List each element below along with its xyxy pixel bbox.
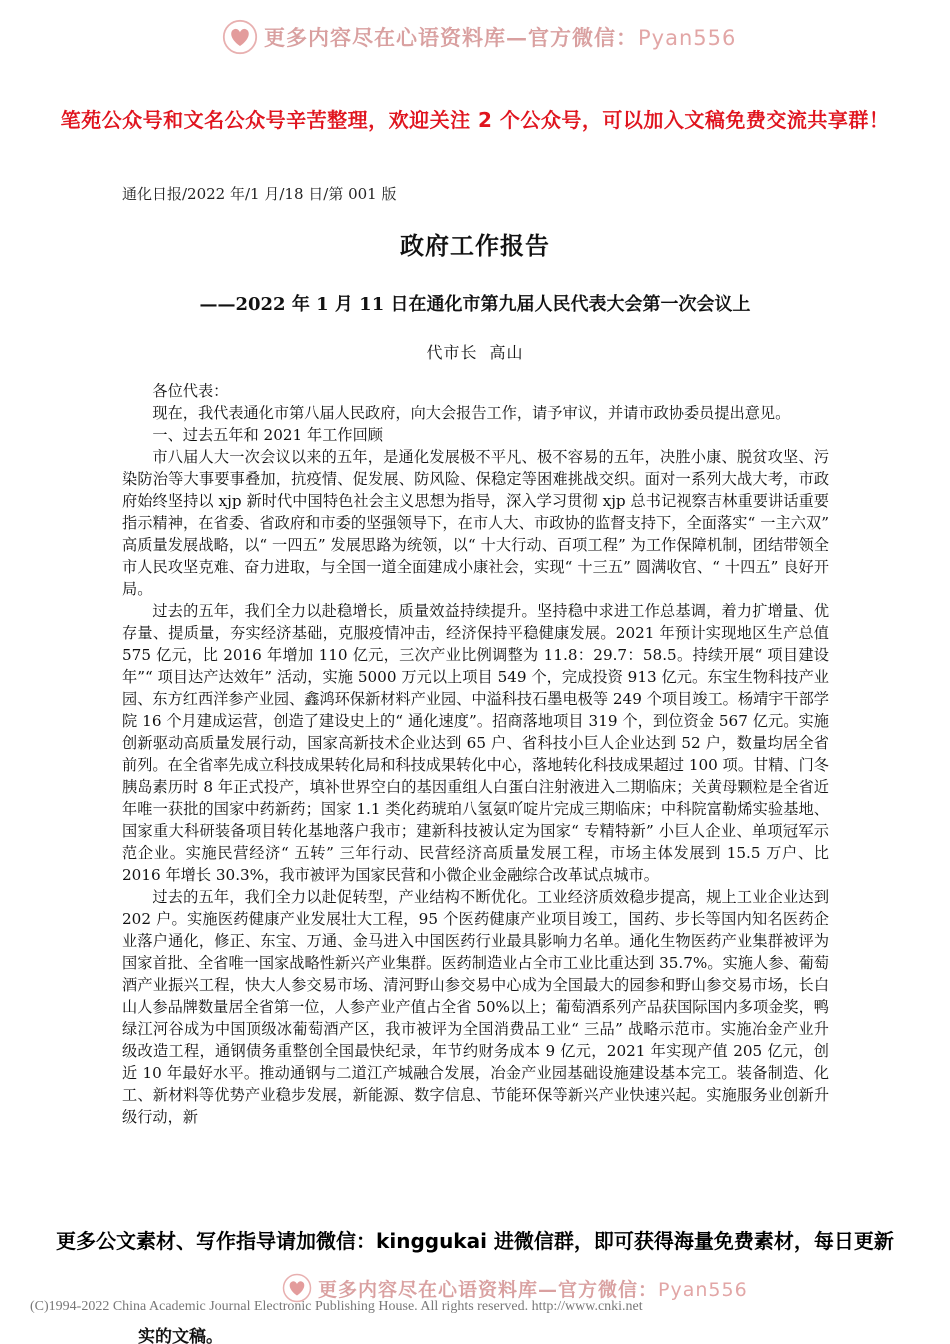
- document-title: 政府工作报告: [400, 231, 550, 260]
- heart-logo-icon: [222, 19, 258, 55]
- watermark-text: 更多内容尽在心语资料库—官方微信：Pyan556: [264, 25, 737, 50]
- red-promo-banner: 笔苑公众号和文名公众号辛苦整理，欢迎关注 2 个公众号，可以加入文稿免费交流共享群！: [60, 108, 890, 132]
- paragraph: 现在，我代表通化市第八届人民政府，向大会报告工作，请予审议，并请市政协委员提出意见。: [152, 404, 791, 422]
- paragraph: 各位代表：: [152, 382, 229, 400]
- source-line: 通化日报/2022 年/1 月/18 日/第 001 版: [122, 185, 397, 203]
- watermark-id: Pyan556: [658, 1278, 748, 1301]
- section-heading: 一、过去五年和 2021 年工作回顾: [152, 426, 383, 444]
- bottom-promo-banner: 更多公文素材、写作指导请加微信：kinggukai 进微信群，即可获得海量免费素材，每日更新: [56, 1229, 894, 1253]
- author-role: 代市长: [426, 343, 478, 362]
- document-body: [122, 380, 829, 1128]
- author-name: 高山: [489, 343, 524, 362]
- paragraph: 过去的五年，我们全力以赴促转型，产业结构不断优化。工业经济质效稳步提高，规上工业企业达到 202 户。实施医药健康产业发展壮大工程，95 个医药健康产业项目竣工，国药、步长等国内知名医药企业落户通化，修正、东宝、万通、金马进入中国医药行业最具影响力名单。通化生物医药产业集群被评为国家首批、全省唯一国家战略性新兴产业集群。医药制造业占全市工业比重达到 35.7%。实施人参、葡萄酒产业振兴工程，快大人参交易市场、清河野山参交易中心成为全国最大的园参和野山参交易市场，长白山人参品牌数量居全省第一位，人参产业产值占全省 50%以上；葡萄酒系列产品获国际国内多项金奖，鸭绿江河谷成为中国顶级冰葡萄酒产区，我市被评为全国消费品工业“ 三品” 战略示范市。实施冶金产业升级改造工程，通钢债务重整创全国最快纪录，年节约财务成本 9 亿元，2021 年实现产值 205 亿元，创近 10 年最好水平。推动通钢与二道江产城融合发展，冶金产业园基础设施建设基本完工。装备制造、化工、新材料等优势产业稳步发展，新能源、数字信息、节能环保等新兴产业快速兴起。实施服务业创新升级行动，新: [122, 888, 829, 1126]
- document-subtitle: ——2022 年 1 月 11 日在通化市第九届人民代表大会第一次会议上: [199, 294, 751, 315]
- watermark-id: Pyan556: [638, 26, 737, 50]
- paragraph: 过去的五年，我们全力以赴稳增长，质量效益持续提升。坚持稳中求进工作总基调，着力扩增量、优存量、提质量，夯实经济基础，克服疫情冲击，经济保持平稳健康发展。2021 年预计实现地区生产总值 575 亿元，比 2016 年增加 110 亿元，三次产业比例调整为 11.8：29.7：58.5。持续开展“ 项目建设年”“ 项目达产达效年” 活动，实施 5000 万元以上项目 549 个，完成投资 913 亿元。东宝生物科技产业园、东方红西洋参产业园、鑫鸿环保新材料产业园、中溢科技石墨电极等 249 个项目竣工。杨靖宇干部学院 16 个月建成运营，创造了建设史上的“ 通化速度”。招商落地项目 319 个，到位资金 567 亿元。实施创新驱动高质量发展行动，国家高新技术企业达到 65 户、省科技小巨人企业达到 52 户，数量均居全省前列。在全省率先成立科技成果转化局和科技成果转化中心，落地转化科技成果超过 100 项。甘精、门冬胰岛素历时 8 年正式投产，填补世界空白的基因重组人白蛋白注射液进入二期临床；关黄母颗粒是全省近年唯一获批的国家中药新药；国家 1.1 类化药琥珀八氢氨吖啶片完成三期临床；中科院富勒烯实验基地、国家重大科研装备项目转化基地落户我市；建新科技被认定为国家“ 专精特新” 小巨人企业、单项冠军示范企业。实施民营经济“ 五转” 三年行动、民营经济高质量发展工程，市场主体发展到 15.5 万户、比 2016 年增长 30.3%，我市被评为国家民营和小微企业金融综合改革试点城市。: [122, 602, 829, 884]
- watermark-text: 更多内容尽在心语资料库—官方微信：Pyan556: [318, 1278, 748, 1301]
- watermark-top: [222, 16, 736, 58]
- truncated-text: 实的文稿。: [138, 1327, 223, 1344]
- document-author: [0, 340, 950, 363]
- paragraph: 市八届人大一次会议以来的五年，是通化发展极不平凡、极不容易的五年，决胜小康、脱贫攻坚、污染防治等大事要事叠加，抗疫情、促发展、防风险、保稳定等困难挑战交织。面对一系列大战大考，市政府始终坚持以 xjp 新时代中国特色社会主义思想为指导，深入学习贯彻 xjp 总书记视察吉林重要讲话重要指示精神，在省委、省政府和市委的坚强领导下，在市人大、市政协的监督支持下，全面落实“ 一主六双” 高质量发展战略，以“ 一四五” 发展思路为统领，以“ 十大行动、百项工程” 为工作保障机制，团结带领全市人民攻坚克难、奋力进取，与全国一道全面建成小康社会，实现“ 十三五” 圆满收官、“ 十四五” 良好开局。: [122, 448, 829, 598]
- copyright-line: (C)1994-2022 China Academic Journal Electronic Publishing House. All rights reserved. http://www.cnki.net: [30, 1299, 643, 1314]
